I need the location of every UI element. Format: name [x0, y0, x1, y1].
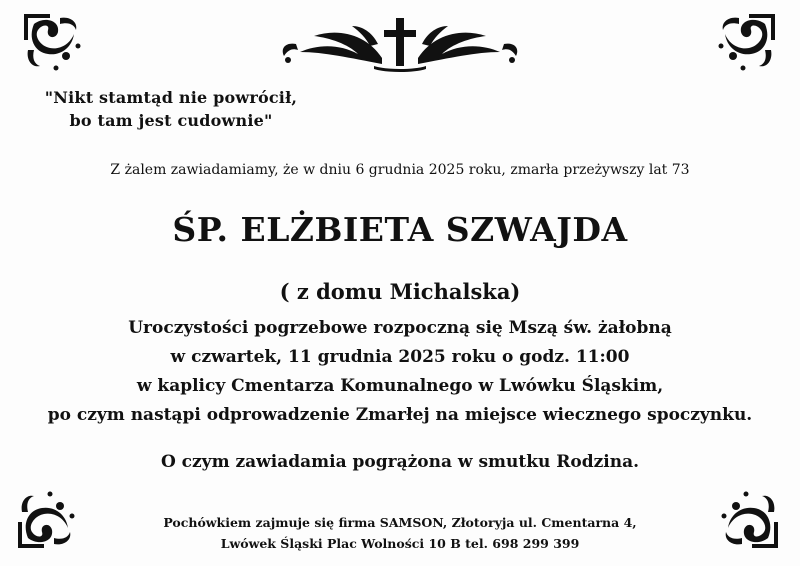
cross-ornament-icon	[278, 14, 522, 74]
announcement-intro: Z żalem zawiadamiamy, że w dniu 6 grudnia 2025 roku, zmarła przeżywszy lat 73	[110, 162, 690, 178]
funeral-home-line: Lwówek Śląski Plac Wolności 10 B tel. 698 299 399	[220, 536, 580, 551]
ceremony-line: po czym nastąpi odprowadzenie Zmarłej na miejsce wiecznego spoczynku.	[47, 405, 753, 425]
quote-line: "Nikt stamtąd nie powrócił,	[44, 88, 298, 107]
ceremony-line: w czwartek, 11 grudnia 2025 roku o godz. 11:00	[170, 347, 630, 367]
corner-ornament-icon	[20, 10, 84, 74]
funeral-home-info	[140, 512, 660, 554]
ceremony-line: w kaplicy Cmentarza Komunalnego w Lwówku Śląskim,	[136, 376, 664, 396]
maiden-name: ( z domu Michalska)	[279, 279, 521, 304]
ceremony-line: Uroczystości pogrzebowe rozpoczną się Mszą św. żałobną	[128, 318, 672, 338]
corner-ornament-icon	[718, 488, 782, 552]
quote-line: bo tam jest cudownie"	[69, 111, 273, 130]
family-notice: O czym zawiadamia pogrążona w smutku Rodzina.	[160, 452, 640, 472]
funeral-home-line: Pochówkiem zajmuje się firma SAMSON, Złotoryja ul. Cmentarna 4,	[163, 515, 637, 530]
corner-ornament-icon	[14, 488, 78, 552]
corner-ornament-icon	[715, 10, 779, 74]
deceased-name: ŚP. ELŻBIETA SZWAJDA	[172, 210, 628, 249]
memorial-quote	[40, 86, 302, 132]
ceremony-details	[20, 314, 780, 430]
